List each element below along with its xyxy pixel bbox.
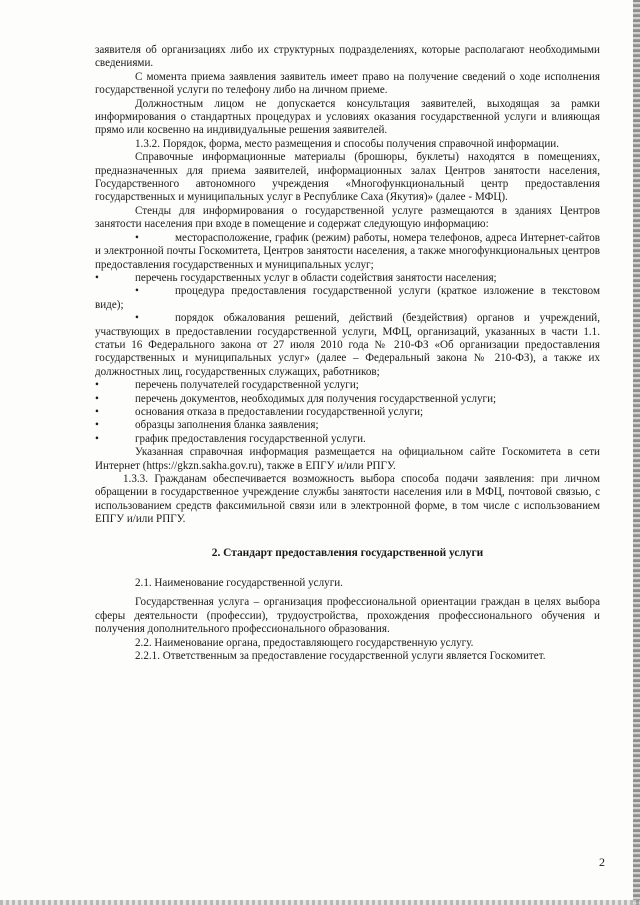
list-item	[95, 393, 600, 406]
paragraph: 2.1. Наименование государственной услуги.	[135, 577, 343, 590]
paragraph: 2.2.1. Ответственным за предоставление государственной услуги является Госкомитет.	[135, 650, 546, 663]
list-item-text: образцы заполнения бланка заявления;	[135, 419, 319, 432]
list-item	[95, 379, 600, 392]
list-item	[95, 312, 600, 379]
list-item-text: перечень государственных услуг в области содействия занятости населения;	[135, 271, 497, 284]
list-item-text: график предоставления государственной услуги.	[135, 432, 366, 445]
scan-edge-right	[633, 0, 640, 905]
bullet-icon: •	[95, 432, 99, 445]
list-item-text: перечень документов, необходимых для получения государственной услуги;	[135, 392, 497, 405]
list-item-text: месторасположение, график (режим) работы, номера телефонов, адреса Интернет-сайтов и электронной почты Госкомитета, Центров занятости населения, а также многофункциональных центров предоставления государственных и муниципальных услуг;	[95, 231, 600, 271]
page-number: 2	[599, 855, 605, 869]
list-item	[95, 433, 600, 446]
list-item-text: порядок обжалования решений, действий (бездействия) органов и учреждений, участвующих в предоставлении государственной услуги, МФЦ, организаций, указанных в части 1.1. статьи 16 Федерального закона от 27 июля 2010 года № 210-ФЗ «Об организации предоставления государственных и муниципальных услуг» (далее – Федеральный закона № 210-ФЗ), а также их должностных лиц, государственных служащих, работников;	[95, 312, 600, 378]
paragraph: 1.3.3. Гражданам обеспечивается возможность выбора способа подачи заявления: при личном обращении в государственное учреждение службы занятости населения или в МФЦ, почтовой связью, с использованием средств факсимильной связи или в электронной форме, в том числе с использованием ЕПГУ и/или РПГУ.	[95, 473, 600, 526]
list-item	[95, 285, 600, 312]
list-item	[95, 232, 600, 272]
bullet-icon: •	[95, 405, 99, 418]
bullet-icon: •	[95, 379, 99, 392]
paragraph: заявителя об организациях либо их структурных подразделениях, которые располагают необходимыми сведениями.	[95, 44, 600, 70]
paragraph: С момента приема заявления заявитель имеет право на получение сведений о ходе исполнения государственной услуги по телефону либо на личном приеме.	[95, 70, 600, 97]
paragraph: Государственная услуга – организация профессиональной ориентации граждан в целях выбора сферы деятельности (профессии), трудоустройства, прохождения профессионального обучения и получения дополнительного профессионального образования.	[95, 596, 600, 636]
paragraph: 1.3.2. Порядок, форма, место размещения и способы получения справочной информации.	[135, 137, 559, 150]
bullet-icon: •	[95, 271, 99, 284]
paragraph: 2.2. Наименование органа, предоставляющего государственную услугу.	[135, 636, 474, 649]
paragraph: Справочные информационные материалы (брошюры, буклеты) находятся в помещениях, предназначенных для приема заявителей, информационных залах Центров занятости населения, Государственного автономного учреждения «Многофункциональный центр предоставления государственных и муниципальных услуг в Республике Саха (Якутия)» (далее - МФЦ).	[95, 151, 600, 204]
scan-edge-bottom	[0, 900, 640, 905]
bullet-icon: •	[135, 285, 139, 298]
bullet-icon: •	[135, 312, 139, 325]
list-item-text: основания отказа в предоставлении государственной услуги;	[135, 405, 424, 418]
bullet-icon: •	[95, 392, 99, 405]
bullet-icon: •	[95, 419, 99, 432]
paragraph: Стенды для информирования о государственной услуге размещаются в зданиях Центров занятости населения при входе в помещение и содержат следующую информацию:	[95, 204, 600, 231]
list-item	[95, 406, 600, 419]
list-item-text: перечень получателей государственной услуги;	[135, 379, 359, 392]
bullet-icon: •	[135, 231, 139, 244]
list-item	[95, 419, 600, 432]
paragraph: Должностным лицом не допускается консультация заявителей, выходящая за рамки информирования о стандартных процедурах и условиях оказания государственной услуги и влияющая прямо или косвенно на индивидуальные решения заявителей.	[95, 97, 600, 137]
page-content	[95, 44, 600, 663]
list-item-text: процедура предоставления государственной услуги (краткое изложение в текстовом виде);	[95, 285, 600, 311]
list-item	[95, 272, 600, 285]
section-heading: 2. Стандарт предоставления государственной услуги	[211, 546, 484, 559]
paragraph: Указанная справочная информация размещается на официальном сайте Госкомитета в сети Интернет (https://gkzn.sakha.gov.ru), также в ЕПГУ и/или РПГУ.	[95, 446, 600, 472]
